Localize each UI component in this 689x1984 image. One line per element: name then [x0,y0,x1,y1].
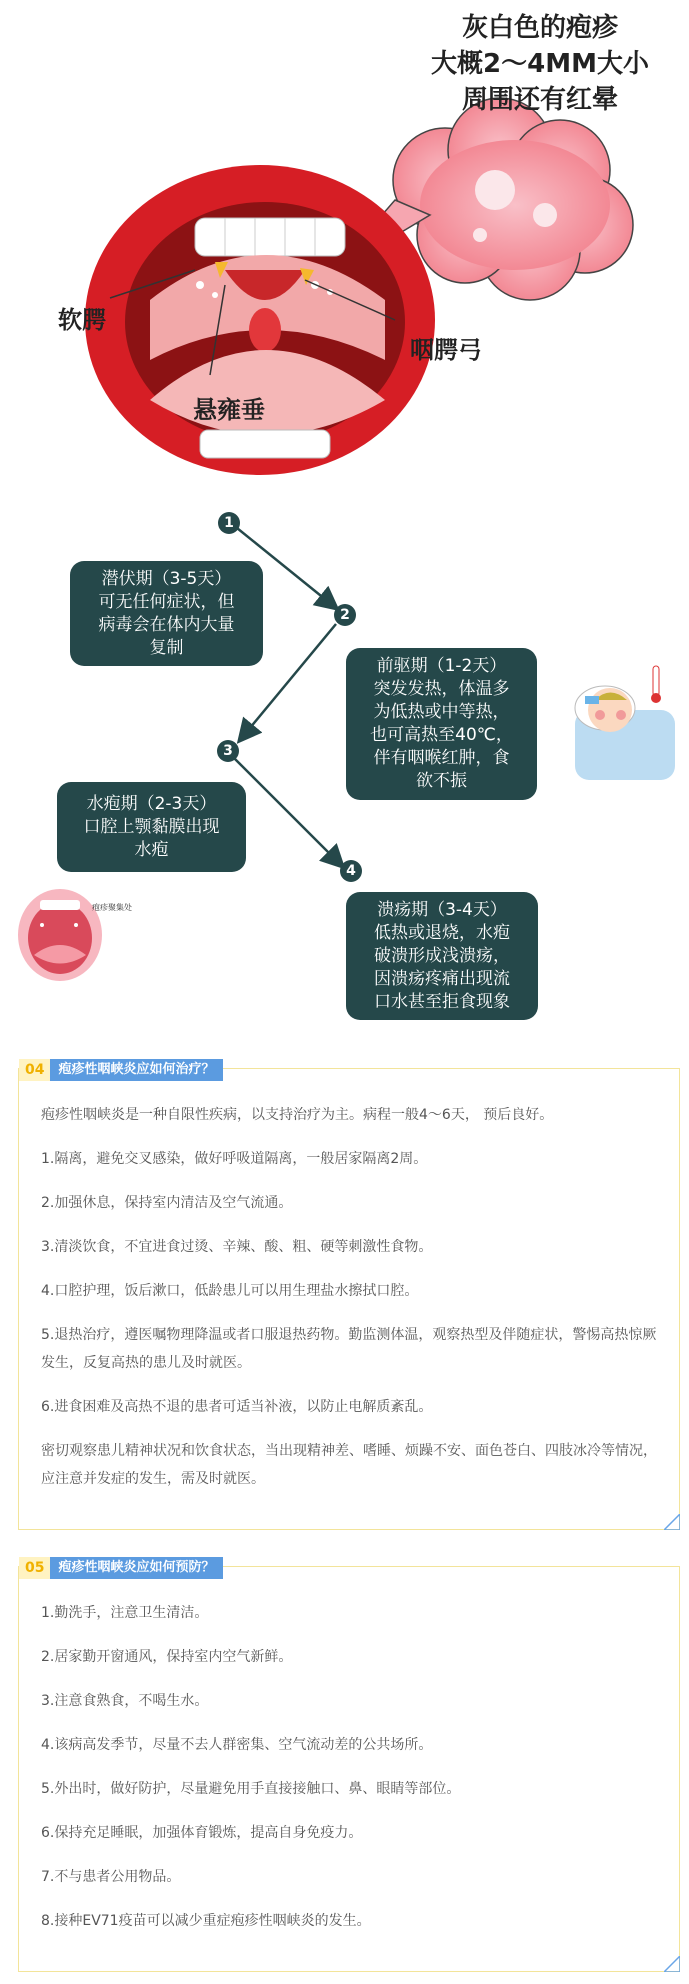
mouth [85,165,435,475]
sick-child-icon [555,660,685,790]
prodrome-stage-box [346,648,537,800]
paragraph: 6.进食困难及高热不退的患者可适当补液，以防止电解质紊乱。 [41,1399,433,1415]
paragraph: 疱疹性咽峡炎是一种自限性疾病，以支持治疗为主。病程一般4～6天， 预后良好。 [41,1107,554,1123]
ulcer-line: 口水甚至拒食现象 [374,991,510,1012]
callout-line-1: 灰白色的疱疹 [461,13,618,43]
section-title: 疱疹性咽峡炎应如何预防？ [50,1557,222,1579]
paragraph: 1.勤洗手，注意卫生清洁。 [41,1605,209,1621]
paragraph: 4.口腔护理，饭后漱口，低龄患儿可以用生理盐水擦拭口腔。 [41,1283,419,1299]
treatment-section [18,1062,680,1530]
incubation-line: 可无任何症状，但 [98,591,235,612]
prodrome-title: 前驱期（1-2天） [376,656,507,676]
throat-illustration [0,0,689,500]
vesicle-stage-box [57,782,246,872]
vesicle-title: 水疱期（2-3天） [86,793,217,814]
section-number: 04 [19,1059,50,1081]
stage-number-2: 2 [334,604,356,626]
stage-number-4: 4 [340,860,362,882]
prodrome-line: 欲不振 [416,771,467,791]
small-mouth-label: 疱疹聚集处 [92,903,132,912]
paragraph: 7.不与患者公用物品。 [41,1869,181,1885]
small-mouth-icon [12,880,122,990]
incubation-title: 潜伏期（3-5天） [101,568,232,589]
paragraph: 1.隔离，避免交叉感染，做好呼吸道隔离，一般居家隔离2周。 [41,1151,428,1167]
section-header [19,1557,223,1579]
paragraph: 3.注意食熟食，不喝生水。 [41,1693,209,1709]
paragraph: 3.清淡饮食，不宜进食过烫、辛辣、酸、粗、硬等刺激性食物。 [41,1239,433,1255]
stage-number-3: 3 [217,740,239,762]
ulcer-stage-box [346,892,538,1020]
incubation-stage-box [70,561,263,666]
paragraph: 6.保持充足睡眠，加强体育锻炼，提高自身免疫力。 [41,1825,363,1841]
vesicle-line: 水疱 [134,839,169,860]
paragraph: 4.该病高发季节，尽量不去人群密集、空气流动差的公共场所。 [41,1737,433,1753]
incubation-line: 复制 [149,637,184,658]
paragraph: 2.加强休息，保持室内清洁及空气流通。 [41,1195,293,1211]
paragraph: 2.居家勤开窗通风，保持室内空气新鲜。 [41,1649,293,1665]
label-soft-palate: 软腭 [58,306,106,334]
prevention-section [18,1560,680,1972]
label-uvula: 悬雍垂 [193,396,265,424]
ulcer-line: 因溃疡疼痛出现流 [374,968,510,989]
section-number: 05 [19,1557,50,1579]
prodrome-line: 伴有咽喉红肿，食 [373,748,510,768]
paragraph: 5.退热治疗，遵医嘱物理降温或者口服退热药物。勤监测体温，观察热型及伴随症状，警惕高热惊厥发生，反复高热的患儿及时就医。 [41,1327,657,1371]
ulcer-line: 低热或退烧，水疱 [374,922,510,943]
prodrome-line: 也可高热至40℃， [370,725,513,745]
ulcer-line: 破溃形成浅溃疡， [374,945,510,966]
paragraph: 8.接种EV71疫苗可以减少重症疱疹性咽峡炎的发生。 [41,1913,371,1929]
vesicle-line: 口腔上颚黏膜出现 [83,816,220,837]
section-title: 疱疹性咽峡炎应如何治疗？ [50,1059,222,1081]
corner-decoration-icon [664,1514,680,1530]
prodrome-line: 为低热或中等热， [373,702,510,722]
stage-number-1: 1 [218,512,240,534]
section-header [19,1059,223,1081]
paragraph: 密切观察患儿精神状况和饮食状态，当出现精神差、嗜睡、烦躁不安、面色苍白、四肢冰冷等情况，应注意并发症的发生，需及时就医。 [41,1443,657,1487]
prodrome-line: 突发发热，体温多 [373,679,510,699]
callout-line-2: 大概2～4MM大小 [431,49,649,79]
label-palatoglossal-arch: 咽腭弓 [410,336,482,364]
corner-decoration-icon [664,1956,680,1972]
callout-line-3: 周围还有红晕 [461,85,618,115]
ulcer-title: 溃疡期（3-4天） [377,899,507,920]
incubation-line: 病毒会在体内大量 [98,614,235,635]
paragraph: 5.外出时，做好防护，尽量避免用手直接接触口、鼻、眼睛等部位。 [41,1781,461,1797]
